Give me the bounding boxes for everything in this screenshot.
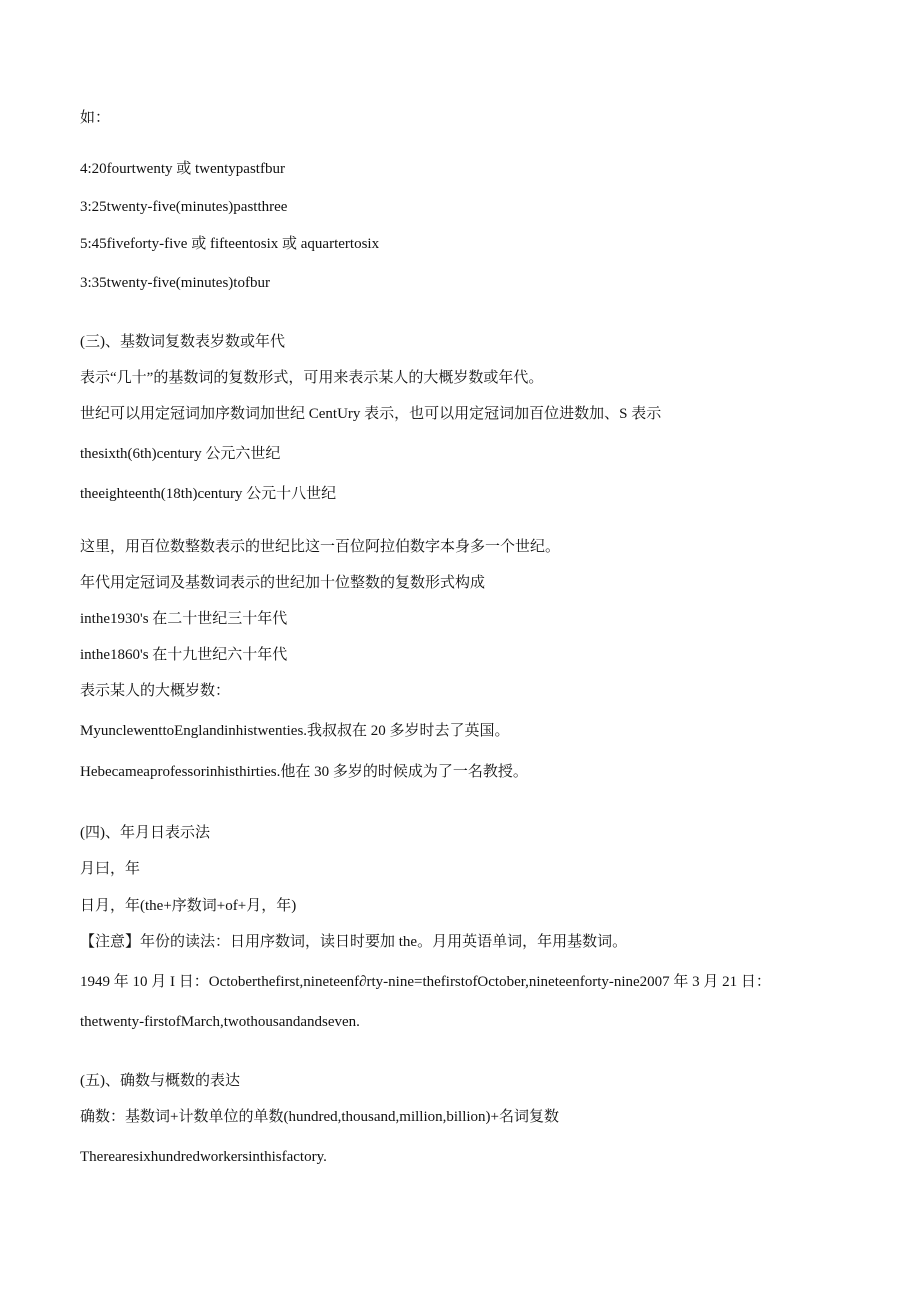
paragraph-line: 确数：基数词+计数单位的单数(hundred,thousand,million,billion)+名词复数 <box>80 1109 559 1125</box>
example-line: thesixth(6th)century 公元六世纪 <box>80 446 281 462</box>
example-line: inthe1860's 在十九世纪六十年代 <box>80 647 288 663</box>
time-example-line: 4:20fourtwenty 或 twentypastfbur <box>80 161 285 177</box>
example-line: thetwenty-firstofMarch,twothousandandseven. <box>80 1014 360 1030</box>
example-line: inthe1930's 在二十世纪三十年代 <box>80 611 288 627</box>
section-heading: (五)、确数与概数的表达 <box>80 1073 240 1089</box>
time-example-line: 3:35twenty-five(minutes)tofbur <box>80 275 270 291</box>
example-line: Hebecameaprofessorinhisthirties.他在 30 多岁的时候成为了一名教授。 <box>80 764 528 780</box>
paragraph-line: 日月，年(the+序数词+of+月，年) <box>80 898 297 914</box>
note-line: 【注意】年份的读法：日用序数词，读日时要加 the。月用英语单词，年用基数词。 <box>80 934 628 950</box>
section-heading: (四)、年月日表示法 <box>80 825 210 841</box>
intro-label: 如： <box>80 110 111 126</box>
example-line: Therearesixhundredworkersinthisfactory. <box>80 1149 327 1165</box>
time-example-line: 3:25twenty-five(minutes)pastthree <box>80 199 288 215</box>
example-line: MyunclewenttoEnglandinhistwenties.我叔叔在 20 多岁时去了英国。 <box>80 723 510 739</box>
section-heading: (三)、基数词复数表岁数或年代 <box>80 334 285 350</box>
paragraph-line: 表示某人的大概岁数： <box>80 683 231 699</box>
paragraph-line: 世纪可以用定冠词加序数词加世纪 CentUry 表示，也可以用定冠词加百位进数加、S 表示 <box>80 406 662 422</box>
example-line: theeighteenth(18th)century 公元十八世纪 <box>80 486 337 502</box>
paragraph-line: 年代用定冠词及基数词表示的世纪加十位整数的复数形式构成 <box>80 575 486 591</box>
time-example-line: 5:45fiveforty-five 或 fifteentosix 或 aquartertosix <box>80 236 380 252</box>
example-line: 1949 年 10 月 I 日：Octoberthefirst,nineteenf∂rty-nine=thefirstofOctober,nineteenforty-nine2007 年 3 月 21 日： <box>80 974 771 990</box>
paragraph-line: 这里，用百位数整数表示的世纪比这一百位阿拉伯数字本身多一个世纪。 <box>80 539 561 555</box>
paragraph-line: 月曰，年 <box>80 861 141 877</box>
paragraph-line: 表示“几十”的基数词的复数形式，可用来表示某人的大概岁数或年代。 <box>80 370 544 386</box>
